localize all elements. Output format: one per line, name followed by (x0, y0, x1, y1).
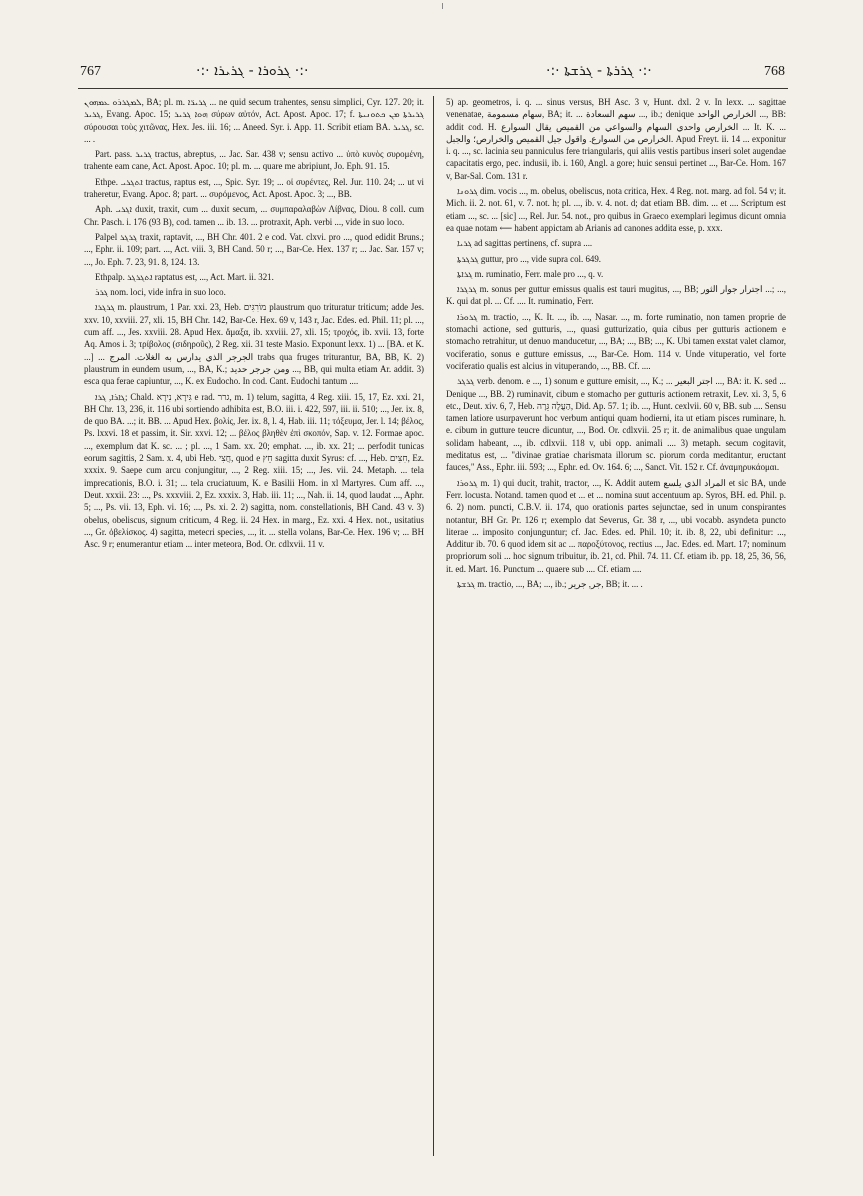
entry-paragraph: Part. pass. ܓܪܝܪ tractus, abreptus, ... Jac. Sar. 438 v; sensu activo ... ὑπὸ κυνὸς συρομένη, trahente eam cane, Act. Apost. Apoc. 10; pl. m. ... quare me abripiunt, Jo. Eph. 91. 15. (84, 149, 424, 172)
entry-paragraph: ܓܪܪ nom. loci, vide infra in suo loco. (95, 287, 226, 298)
entry-paragraph: Ethpe. ܐܬܓܪܝ tractus, raptus est, ..., Spic. Syr. 19; ... οἱ συρέντες, Rel. Jur. 110. 24; ... ut vi traheretur, Evang. Apoc. 8; part. ... συρόμενος, Act. Apost. Apoc. 3; ..., BB. (84, 176, 424, 200)
entry-paragraph: ܓܪܓܪܐ m. plaustrum, 1 Par. xxi. 23, Heb. מוֹרִגִּים plaustrum quo trituratur triticum; adde Jes. xxv. 10, xxviii. 27, xli. 15, BH Chr. 142, Bar-Ce. Hex. 69 v, 143 r, Jac. Edes. ed. Phil. 11; pl. ..., cum aff. ..., Jes. xxviii. 28. Apud Hex. ἅμαξα, ib. xxviii. 27, xli. 15; τροχός, ib. xvii. 13, forte Aq. Amos i. 3; τρίβολος (σιδηροῦς), 2 Reg. xii. 31 teste Masio. Exponunt lexx. 1) ... [BA. et K. ...] ... الجرجر الذي يدارس به الغلات. المرج trabs qua fruges triturantur, BA, BB, K. 2) plaustrum in eundem usum, ..., BA, K.; ومن جرجر حديد ..., BB, qui multa etiam Ar. addit. 3) esca qua ferae capiuntur, ..., K. ex Eudocho. In cod. Cant. Eudochi tantum .... (84, 302, 424, 387)
header-rule (78, 88, 788, 89)
entry-paragraph: Aph. ܐܓܪܝ duxit, traxit, cum ... duxit secum, ... συμπαραλαβὼν Λίβνας, Diou. 8 coll. cum Chr. Pasch. i. 176 (93 B), cod. tamen ... ib. 13. ... protraxit, Aph. verbi ..., vide in suo loco. (84, 204, 424, 227)
right-column (446, 96, 786, 1156)
entry-paragraph: ܓܐܪܐ, ܓܪܐ; Chald. גִּירָא, נִירָא e rad. גרר, m. 1) telum, sagitta, 4 Reg. xiii. 15, 17, Ez. xxi. 21, BH Chr. 13, 236, it. 116 ubi sortiendo adhibita est, B.O. iii. i. 422, 597, iii. ii. 510; ..., Jer. ix. 8, de quo BA. ...; it. BB. ... Apud Hex. βολίς, Jer. ix. 8, l. 4, Hab. iii. 11; τόξευμα, Jer. l. 14; βέλος, Ps. lxxvi. 18 et passim, it. Sir. xxvi. 12; ... βέλος βληθὲν ἐπὶ σκοπόν, Sap. v. 12. Formae apoc. ..., exemplum dat K. sc. ... ; pl. ..., 1 Sam. xx. 20; emphat. ..., ib. xx. 21; ... perfodit tunicas eorum sagittis, 2 Sam. x. 4, ubi Heb. חֲצִי, quod e חֵץ sagitta duxit Syrus: cf. ..., Heb. חִצִּים, Ez. xxxix. 9. Saepe cum arcu conjungitur, ..., 2 Reg. xiii. 15; ..., Jes. vii. 24. Metaph. ... tela imprecationis, B.O. i. 31; ... tela cruciatuum, K. e Basilii Hom. in xl Martyres. Cum aff. ..., Deut. xxxii. 23: ..., Ps. xxxviii. 2, Ez. xxxix. 3, Hab. iii. 11; ..., Nah. ii. 14, quod laudat ..., Aphr. 5; ..., Ps. vii. 13, Eph. vi. 16; ..., Ps. xi. 2. 2) sagitta, nom. constellationis, BH Cand. 43 v. 3) obelus, obeliscus, signum criticum, 4 Reg. ii. 24 Hex. in marg., Ez. xxi. 4 Hex. not., usitatius ..., Gr. ὀβελίσκος. 4) sagitta, metecri species, ..., it. ... stella volans, Bar-Ce. Hex. 196 v; ... BH Asc. 9 r; enumerantur etiam ... inter meteora, Bod. Or. cdlxvii. 11 v. (84, 391, 424, 550)
left-column (84, 96, 424, 1156)
entry-paragraph: ܓܪܘܪܐ m. tractio, ..., K. It. ..., ib. ..., Nasar. ..., m. forte ruminatio, non tamen proprie de stomachi actione, sed gutturis, ..., quasi gutturizatio, quia cibus per gutturis actionem e stomacho retrahitur, ut denuo manducetur, ..., BA; ..., BB; ..., K. Ubi tamen exstat valet clamor, vociferatio, sonus e gutture emissus, ..., Bar-Ce. Hom. 114 v. Unde vituperatio, vel forte vociferatio qualis est alcius in vituperando, ..., BB. Cf. .... (446, 311, 786, 371)
entry-paragraph: ܠܡܓܪܪܘ ܥܡܗܘܢ, BA; pl. m. ܓܪܝܪ̈ܐ ... ne quid secum trahentes, sensu simplici, Cyr. 127. 20; it. ܓܪܝܪ, Evang. Apoc. 15; ܗܘܐ ܓܪܝܪ σύρων αὐτόν, Act. Apost. Apoc. 17; f. ܓܪܝܪܬܐ ܡܢ ܟܬܘܢܝܬܐ σύρουσαι τοὺς χιτῶνας, Hex. Jes. iii. 16; ... Aneed. Syr. i. App. 11. Scribit etiam BA. ܓܪܝܪ, sc. ... . (84, 97, 424, 144)
entry-paragraph: 5) ap. geometros, i. q. ... sinus versus, BH Asc. 3 v, Hunt. dxl. 2 v. In lexx. ... sagittae venenatae, سهام مسمومة, BA; it. ... سهم السعادة ..., ib.; denique الخرارص الواحد ..., BB: addit cod. H. الخرارص واحدي السهام والسواعي من القميص يقال السوارع ... It. K. ... الخرارص من السوارع. واقول جيل القميص والخرارص؛ والجبل. Apud Freyt. ii. 14 ... exponitur i. q. ..., sc. lacinia seu panniculus fere triangularis, qui aliis vestis partibus inseri solet augendae capacitatis ergo, pec. indusii, ib. i. 160, Angl. a gore; huic sensui pertinet ..., Bar-Ce. Hom. 167 v, Bar-Sal. Com. 131 r. (446, 97, 786, 181)
entry-paragraph: Ethpalp. ܐܬܓܪܓܪ raptatus est, ..., Act. Mart. ii. 321. (95, 271, 274, 282)
entry-paragraph: ܓܪܘܢܐ dim. vocis ..., m. obelus, obeliscus, nota critica, Hex. 4 Reg. not. marg. ad fol. 54 v; it. Mich. ii. 2. not. 61, v. 7. not. h; pl. ..., ib. v. 4. not. d; dat etiam BB. dim. ... et .... Scriptum est etiam ..., sc. ... [sic] ..., Rel. Jur. 54. not., pro quibus in Graeco exemplari legimus dicunt omnia ea quae notam ⟵ habent appictam ab Arianis ad canones addita esse, p. xxx. (446, 186, 786, 233)
entry-paragraph: ܓܪܓܪܬܐ guttur, pro ..., vide supra col. 649. (457, 253, 601, 264)
binding-mark (442, 3, 443, 9)
entry-paragraph: Palpel ܓܪܓܪ traxit, raptavit, ..., BH Chr. 401. 2 e cod. Vat. clxvi. pro ..., quod edidit Bruns.; ..., Ephr. ii. 109; part. ..., Act. viii. 3, BH Cand. 50 r; ..., Bar-Ce. Hex. 137 r; ... Jac. Sar. 157 v; ..., Jo. Eph. 7. 23, 91. 8, 124. 13. (84, 231, 424, 267)
entry-paragraph: ܓܪܘܪܐ m. 1) qui ducit, trahit, tractor, ..., K. Addit autem المراد الذي يلسع et sic BA, unde Ferr. locusta. Notand. tamen quod et ... et ... nomina suut accentuum ap. Syros, BH. ed. Phil. p. 6. 2) nom. puncti, C.B.V. ii. 174, quo orationis partes sejunctae, sed in unum conspirantes notantur, BH Gr. Pr. 126 r; exemplo dat Severus, Gr. 38 r, ..., ubi vocabb. asyndeta puncto literae ... imposito conjunguntur; cf. Jac. Edes. ed. Phil. 10; it. ib. 8, 22, ubi definitur: ..., Additur ib. 70. 6 quod idem sit ac ... παροξύτονος, rectius ..., Jac. Edes. ed. Mart. 17; nominum propriorum soli ... hoc signum tribuitur, ib. 21, cd. Phil. 74. 11. Cf. etiam ib. pp. 18, 25, 36, 56, it. ed. Mart. 16. Punctum ... quaere sub .... Cf. etiam .... (446, 477, 786, 574)
entry-paragraph: ܓܪܓܪ verb. denom. e ..., 1) sonum e gutture emisit, ..., K.; ... اجتر البعير ..., BA: it. K. sed ... Denique ..., BB. 2) ruminavit, cibum e stomacho per gutturis actionem retraxit, Lev. xi. 3, 5, 6 etc., Deut. xiv. 6, 7, Heb. הַעֲלָה גֵּרָה, Did. Ap. 57. 1; ib. ..., Hunt. cexlvii. 60 v, BB. sub .... Sensu tamen latiore usurpaverunt hoc verbum antiqui quam hodierni, ita ut etiam pisces ruminare, h. e. cibum in gutture teucre dicuntur, ..., Bod. Or. cdlxvii. 25 r; it. de animalibus quae ungulam solidam habeant, ..., ib. cdlxvii. 118 v, ubi opp. animali .... 3) metaph. secum cogitavit, meditatus est, ... "divinae gratiae charismata illorum sc. piorum corda meditantur, eructant fauces," Ass., Ephr. iii. 593; ..., Ephr. ed. Ov. 164. 6; ..., Sanct. Vit. 152 r. Cf. ἀναμηρυκάομαι. (446, 376, 786, 473)
page-header (0, 62, 863, 88)
entry-paragraph: ܓܪܓܪܐ m. sonus per guttur emissus qualis est tauri mugitus, ..., BB; اجترار جوار الثور ...; ..., K. qui dat pl. ... Cf. .... It. ruminatio, Ferr. (446, 284, 786, 307)
running-head-left: ·:· ܓܪܘܪܐ - ܓܪܝܪܐ ·:· (196, 63, 309, 79)
column-divider (433, 96, 434, 1156)
page-number-left: 767 (80, 64, 101, 79)
entry-paragraph: ܓܪܐܬܐ m. ruminatio, Ferr. male pro ..., q. v. (457, 268, 604, 279)
running-head-right: ·:· ܓܪܪܬܐ - ܓܪܫܬܐ ·:· (546, 63, 652, 79)
page-number-right: 768 (764, 64, 785, 79)
entry-paragraph: ܓܪܝܐ ad sagittas pertinens, cf. supra .... (457, 238, 593, 249)
entry-paragraph: ܓܪܫܬܐ m. tractio, ..., BA; ..., ib.; جر, جرير, BB; it. ... . (457, 578, 643, 589)
